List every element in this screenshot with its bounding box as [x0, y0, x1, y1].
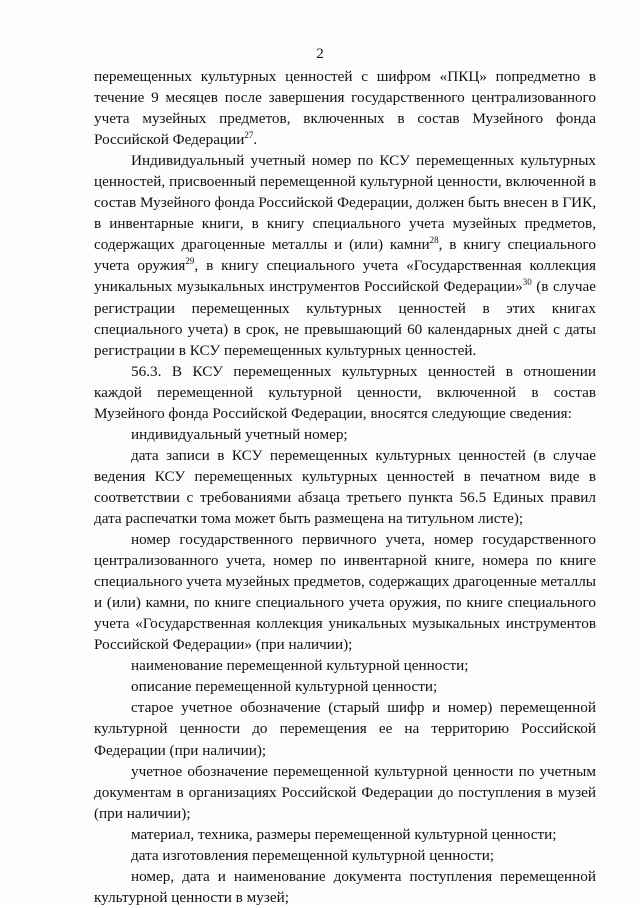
footnote-ref: 28 — [429, 235, 439, 246]
footnote-ref: 27 — [244, 130, 254, 141]
document-body — [94, 66, 596, 908]
footnote-ref: 29 — [185, 256, 195, 267]
paragraph-13: номер, дата и наименование документа поступления перемещенной культурной ценности в музей; — [94, 867, 596, 906]
footnote-ref: 30 — [522, 277, 532, 288]
paragraph-3: 56.3. В КСУ перемещенных культурных ценностей в отношении каждой перемещенной культурной ценности, включенной в состав Музейного фонда Российской Федерации, вносятся следующие сведения: — [94, 362, 596, 422]
page-number: 2 — [316, 46, 324, 62]
paragraph-text: (в случае регистрации перемещенных культурных ценностей в этих книгах специального учета) в срок, не превышающий 60 календарных дней с даты регистрации в КСУ перемещенных культурных ценностей. — [94, 278, 597, 359]
paragraph-11: материал, техника, размеры перемещенной культурной ценности; — [131, 825, 557, 843]
paragraph-text: , в книгу специального учета «Государственная коллекция уникальных музыкальных инструментов Российской Федерации» — [94, 257, 596, 296]
paragraph-7: наименование перемещенной культурной ценности; — [131, 657, 469, 675]
paragraph-9: старое учетное обозначение (старый шифр и номер) перемещенной культурной ценности до перемещения ее на территорию Российской Федерации (при наличии); — [94, 699, 596, 759]
paragraph-6: номер государственного первичного учета, номер государственного централизованного учета, номер по инвентарной книге, номера по книге специального учета музейных предметов, содержащих драгоценные металлы и (или) камни, по книге специального учета оружия, по книге специального учета «Государственная коллекция уникальных музыкальных инструментов Российской Федерации» (при наличии); — [94, 531, 596, 654]
paragraph-text: Индивидуальный учетный номер по КСУ перемещенных культурных ценностей, присвоенный перемещенной культурной ценности, включенной в состав Музейного фонда Российской Федерации, должен быть внесен в ГИК, в инвентарные книги, в книгу специального учета музейных предметов, содержащих драгоценные металлы и (или) камни — [94, 152, 596, 254]
paragraph-2 — [94, 150, 596, 360]
paragraph-10: учетное обозначение перемещенной культурной ценности по учетным документам в организациях Российской Федерации до поступления в музей (при наличии); — [94, 762, 596, 822]
paragraph-1 — [94, 66, 596, 150]
paragraph-text: , в книгу специального учета оружия — [94, 236, 596, 275]
paragraph-5: дата записи в КСУ перемещенных культурных ценностей (в случае ведения КСУ перемещенных культурных ценностей в печатном виде в соответствии с требованиями абзаца третьего пункта 56.5 Единых правил дата распечатки тома может быть размещена на титульном листе); — [94, 446, 596, 527]
paragraph-8: описание перемещенной культурной ценности; — [131, 678, 438, 696]
paragraph-12: дата изготовления перемещенной культурной ценности; — [131, 846, 495, 864]
paragraph-text: . — [253, 131, 258, 149]
paragraph-text: перемещенных культурных ценностей с шифром «ПКЦ» попредметно в течение 9 месяцев после завершения государственного централизованного учета музейных предметов, включенных в состав Музейного фонда Российской Федерации — [94, 68, 596, 149]
paragraph-4: индивидуальный учетный номер; — [131, 425, 348, 443]
